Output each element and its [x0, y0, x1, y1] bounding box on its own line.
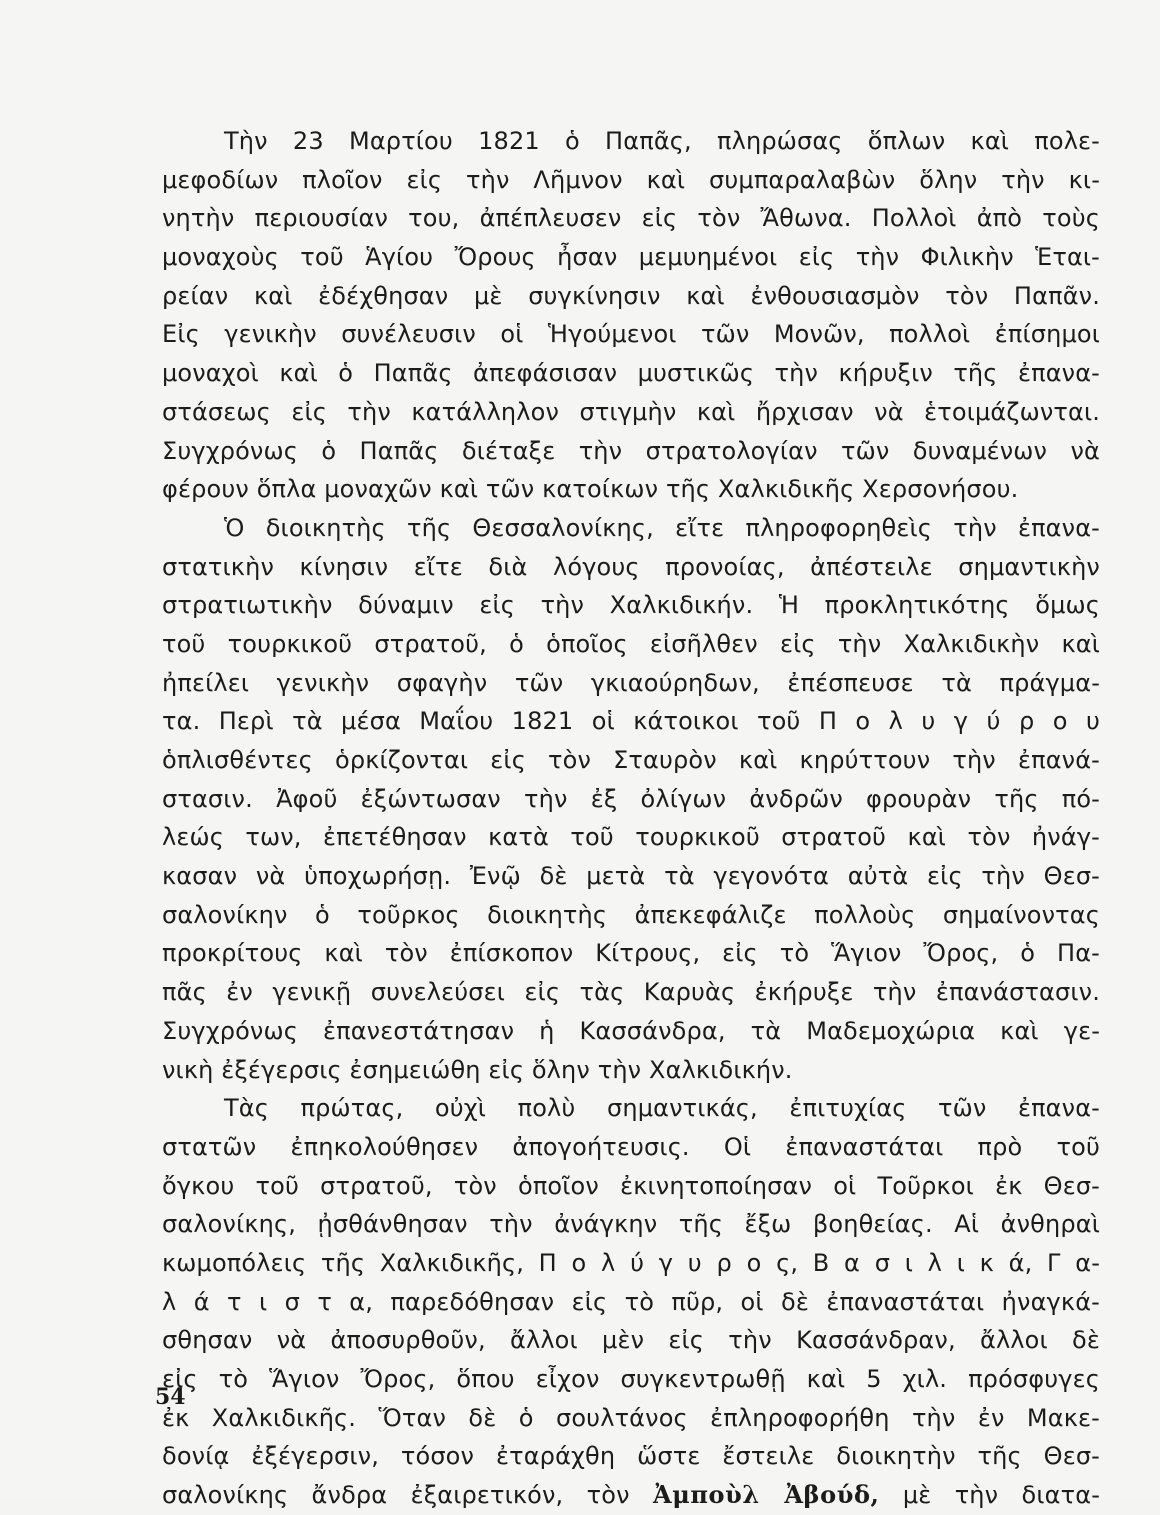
final-line-end: μὲ τὴν διατα-	[879, 1481, 1101, 1510]
text-line: σθησαν νὰ ἀποσυρθοῦν, ἄλλοι μὲν εἰς τὴν Κασσάνδραν, ἄλλοι δὲ	[162, 1326, 1100, 1355]
text-line: στατικὴν κίνησιν εἴτε διὰ λόγους προνοίας, ἀπέστειλε σημαντικὴν	[162, 552, 1100, 581]
text-line: δονίᾳ ἐξέγερσιν, τόσον ἐταράχθη ὥστε ἔστειλε διοικητὴν τῆς Θεσ-	[162, 1442, 1100, 1471]
text-line: Εἰς γενικὴν συνέλευσιν οἱ Ἡγούμενοι τῶν Μονῶν, πολλοὶ ἐπίσημοι	[162, 320, 1100, 349]
text-line: λ ά τ ι σ τ α, παρεδόθησαν εἰς τὸ πῦρ, οἱ δὲ ἐπαναστάται ἠναγκά-	[162, 1287, 1100, 1316]
text-line: στατῶν ἐπηκολούθησεν ἀπογοήτευσις. Οἱ ἐπαναστάται πρὸ τοῦ	[162, 1132, 1100, 1161]
text-line: ὄγκου τοῦ στρατοῦ, τὸν ὁποῖον ἐκινητοποίησαν οἱ Τοῦρκοι ἐκ Θεσ-	[162, 1171, 1100, 1200]
text-line-final	[162, 1476, 1100, 1515]
text-line: τοῦ τουρκικοῦ στρατοῦ, ὁ ὁποῖος εἰσῆλθεν εἰς τὴν Χαλκιδικὴν καὶ	[162, 629, 1100, 658]
text-line: κασαν νὰ ὑποχωρήσῃ. Ἐνῷ δὲ μετὰ τὰ γεγονότα αὐτὰ εἰς τὴν Θεσ-	[162, 862, 1100, 891]
text-line: κωμοπόλεις τῆς Χαλκιδικῆς, Π ο λ ύ γ υ ρ ο ς, Β α σ ι λ ι κ ά, Γ α-	[162, 1248, 1100, 1277]
text-line: Συγχρόνως ὁ Παπᾶς διέταξε τὴν στρατολογίαν τῶν δυναμένων νὰ	[162, 436, 1100, 465]
text-line: ρείαν καὶ ἐδέχθησαν μὲ συγκίνησιν καὶ ἐνθουσιασμὸν τὸν Παπᾶν.	[162, 281, 1100, 310]
final-line-text: σαλονίκης ἄνδρα ἐξαιρετικόν, τὸν	[162, 1481, 653, 1510]
text-line: προκρίτους καὶ τὸν ἐπίσκοπον Κίτρους, εἰς τὸ Ἅγιον Ὄρος, ὁ Πα-	[162, 939, 1100, 968]
text-line: μεφοδίων πλοῖον εἰς τὴν Λῆμνον καὶ συμπαραλαβὼν ὅλην τὴν κι-	[162, 165, 1100, 194]
body-text	[162, 122, 1100, 1515]
text-line: στάσεως εἰς τὴν κατάλληλον στιγμὴν καὶ ἤρχισαν νὰ ἑτοιμάζωνται.	[162, 397, 1100, 426]
text-line: σαλονίκην ὁ τοῦρκος διοικητὴς ἀπεκεφάλιζε πολλοὺς σημαίνοντας	[162, 900, 1100, 929]
text-line: Τὴν 23 Μαρτίου 1821 ὁ Παπᾶς, πληρώσας ὅπλων καὶ πολε-	[224, 127, 1100, 155]
bold-name: Ἀμποὺλ Ἀβούδ,	[652, 1480, 880, 1510]
text-line: πᾶς ἐν γενικῇ συνελεύσει εἰς τὰς Καρυὰς ἐκήρυξε τὴν ἐπανάστασιν.	[162, 978, 1100, 1007]
text-line: τα. Περὶ τὰ μέσα Μαΐου 1821 οἱ κάτοικοι τοῦ Π ο λ υ γ ύ ρ ο υ	[162, 707, 1100, 736]
text-line: νικὴ ἐξέγερσις ἐσημειώθη εἰς ὅλην τὴν Χαλκιδικήν.	[162, 1055, 793, 1084]
text-line: Ὁ διοικητὴς τῆς Θεσσαλονίκης, εἴτε πληροφορηθεὶς τὴν ἐπανα-	[224, 513, 1100, 542]
text-line: ὁπλισθέντες ὁρκίζονται εἰς τὸν Σταυρὸν καὶ κηρύττουν τὴν ἐπανά-	[162, 746, 1100, 774]
text-line: φέρουν ὅπλα μοναχῶν καὶ τῶν κατοίκων τῆς Χαλκιδικῆς Χερσονήσου.	[162, 475, 1019, 504]
text-line: στασιν. Ἀφοῦ ἐξώντωσαν τὴν ἐξ ὀλίγων ἀνδρῶν φρουρὰν τῆς πό-	[162, 784, 1100, 813]
text-line: Τὰς πρώτας, οὐχὶ πολὺ σημαντικάς, ἐπιτυχίας τῶν ἐπανα-	[224, 1094, 1100, 1123]
text-line: εἰς τὸ Ἅγιον Ὄρος, ὅπου εἶχον συγκεντρωθῇ καὶ 5 χιλ. πρόσφυγες	[162, 1365, 1100, 1393]
text-line: νητὴν περιουσίαν του, ἀπέπλευσεν εἰς τὸν Ἄθωνα. Πολλοὶ ἀπὸ τοὺς	[162, 204, 1100, 233]
page-number: 54	[155, 1384, 186, 1410]
text-line: λεώς των, ἐπετέθησαν κατὰ τοῦ τουρκικοῦ στρατοῦ καὶ τὸν ἠνάγ-	[162, 823, 1100, 852]
text-line: μοναχοὶ καὶ ὁ Παπᾶς ἀπεφάσισαν μυστικῶς τὴν κήρυξιν τῆς ἐπανα-	[162, 359, 1100, 388]
text-line: ἠπείλει γενικὴν σφαγὴν τῶν γκιαούρηδων, ἐπέσπευσε τὰ πράγμα-	[162, 668, 1100, 697]
text-line: στρατιωτικὴν δύναμιν εἰς τὴν Χαλκιδικήν. Ἡ προκλητικότης ὅμως	[162, 591, 1100, 620]
text-line: ἐκ Χαλκιδικῆς. Ὅταν δὲ ὁ σουλτάνος ἐπληροφορήθη τὴν ἐν Μακε-	[162, 1403, 1100, 1432]
text-line: Συγχρόνως ἐπανεστάτησαν ἡ Κασσάνδρα, τὰ Μαδεμοχώρια καὶ γε-	[162, 1016, 1100, 1045]
text-line: σαλονίκης, ᾐσθάνθησαν τὴν ἀνάγκην τῆς ἔξω βοηθείας. Αἱ ἀνθηραὶ	[162, 1210, 1100, 1239]
text-line: μοναχοὺς τοῦ Ἁγίου Ὄρους ἦσαν μεμυημένοι εἰς τὴν Φιλικὴν Ἑται-	[162, 243, 1100, 272]
